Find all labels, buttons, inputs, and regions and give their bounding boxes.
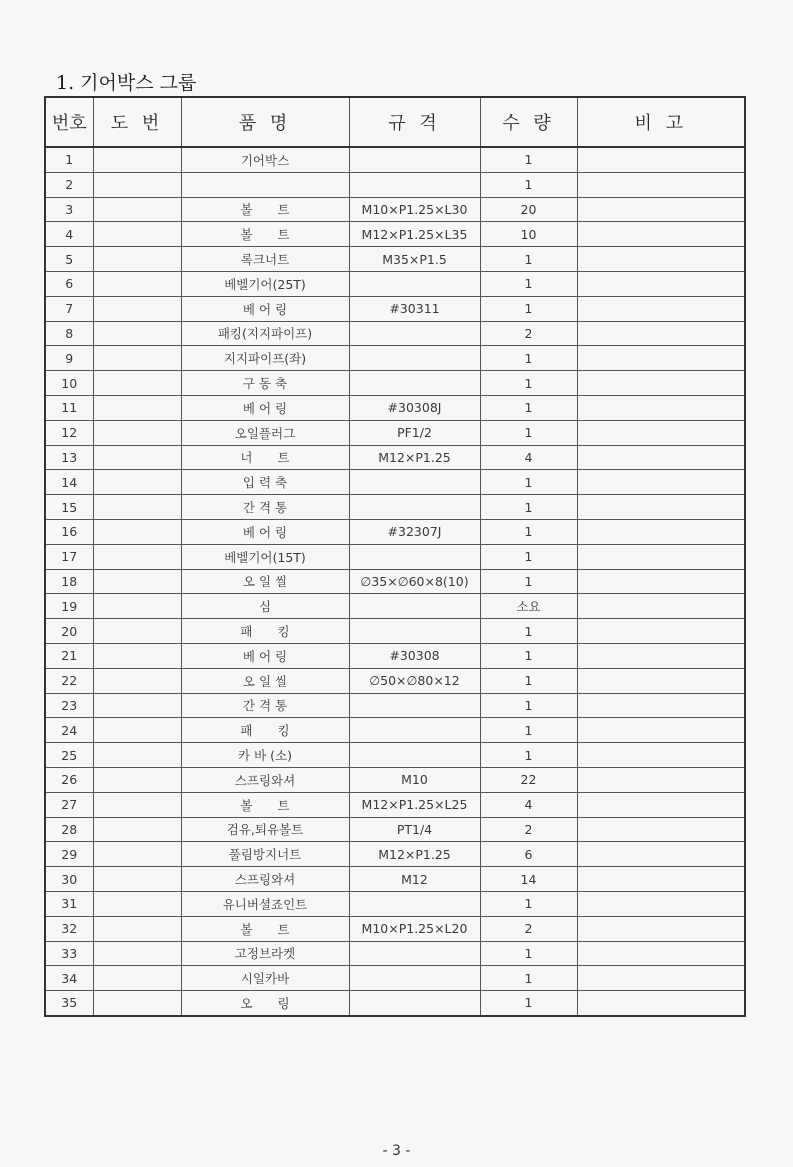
cell-drawing-no bbox=[93, 247, 181, 272]
cell-drawing-no bbox=[93, 544, 181, 569]
cell-spec bbox=[349, 544, 480, 569]
cell-qty: 1 bbox=[480, 941, 577, 966]
cell-qty: 1 bbox=[480, 693, 577, 718]
cell-no: 18 bbox=[45, 569, 93, 594]
cell-drawing-no bbox=[93, 197, 181, 222]
cell-spec bbox=[349, 594, 480, 619]
cell-remarks bbox=[577, 395, 745, 420]
cell-remarks bbox=[577, 743, 745, 768]
table-row bbox=[45, 817, 745, 842]
cell-remarks bbox=[577, 222, 745, 247]
cell-remarks bbox=[577, 941, 745, 966]
cell-spec bbox=[349, 941, 480, 966]
cell-no: 20 bbox=[45, 619, 93, 644]
cell-qty: 22 bbox=[480, 767, 577, 792]
cell-qty: 2 bbox=[480, 817, 577, 842]
cell-remarks bbox=[577, 991, 745, 1016]
cell-spec bbox=[349, 321, 480, 346]
cell-qty: 4 bbox=[480, 792, 577, 817]
cell-drawing-no bbox=[93, 693, 181, 718]
cell-spec: PF1/2 bbox=[349, 420, 480, 445]
cell-no: 34 bbox=[45, 966, 93, 991]
page-title: 1. 기어박스 그룹 bbox=[56, 72, 197, 94]
cell-no: 7 bbox=[45, 296, 93, 321]
cell-part-name: 패킹(지지파이프) bbox=[181, 321, 349, 346]
cell-drawing-no bbox=[93, 817, 181, 842]
table-row bbox=[45, 743, 745, 768]
cell-spec bbox=[349, 966, 480, 991]
cell-part-name: 베 어 링 bbox=[181, 296, 349, 321]
cell-spec bbox=[349, 470, 480, 495]
cell-drawing-no bbox=[93, 296, 181, 321]
cell-no: 30 bbox=[45, 867, 93, 892]
cell-remarks bbox=[577, 470, 745, 495]
cell-qty: 2 bbox=[480, 916, 577, 941]
cell-qty: 1 bbox=[480, 569, 577, 594]
cell-qty: 1 bbox=[480, 643, 577, 668]
cell-no: 25 bbox=[45, 743, 93, 768]
cell-spec bbox=[349, 371, 480, 396]
cell-part-name: 베 어 링 bbox=[181, 395, 349, 420]
cell-spec bbox=[349, 271, 480, 296]
cell-qty: 소요 bbox=[480, 594, 577, 619]
cell-no: 32 bbox=[45, 916, 93, 941]
cell-remarks bbox=[577, 767, 745, 792]
cell-spec: PT1/4 bbox=[349, 817, 480, 842]
cell-remarks bbox=[577, 619, 745, 644]
cell-drawing-no bbox=[93, 842, 181, 867]
cell-no: 3 bbox=[45, 197, 93, 222]
cell-no: 11 bbox=[45, 395, 93, 420]
cell-remarks bbox=[577, 966, 745, 991]
cell-spec: #32307J bbox=[349, 519, 480, 544]
cell-spec bbox=[349, 147, 480, 172]
cell-part-name bbox=[181, 172, 349, 197]
cell-part-name: 패 킹 bbox=[181, 619, 349, 644]
cell-qty: 1 bbox=[480, 271, 577, 296]
cell-part-name: 구 동 축 bbox=[181, 371, 349, 396]
cell-part-name: 스프링와셔 bbox=[181, 867, 349, 892]
cell-qty: 1 bbox=[480, 544, 577, 569]
table-row bbox=[45, 222, 745, 247]
table-row bbox=[45, 197, 745, 222]
cell-drawing-no bbox=[93, 891, 181, 916]
cell-drawing-no bbox=[93, 222, 181, 247]
cell-no: 27 bbox=[45, 792, 93, 817]
table-row bbox=[45, 966, 745, 991]
cell-remarks bbox=[577, 891, 745, 916]
cell-part-name: 오 일 씰 bbox=[181, 668, 349, 693]
table-row bbox=[45, 271, 745, 296]
cell-part-name: 패 킹 bbox=[181, 718, 349, 743]
table-row bbox=[45, 395, 745, 420]
cell-remarks bbox=[577, 247, 745, 272]
cell-spec: #30308J bbox=[349, 395, 480, 420]
cell-drawing-no bbox=[93, 619, 181, 644]
table-row bbox=[45, 296, 745, 321]
cell-spec bbox=[349, 619, 480, 644]
cell-drawing-no bbox=[93, 743, 181, 768]
cell-part-name: 유니버셜죠인트 bbox=[181, 891, 349, 916]
cell-qty: 1 bbox=[480, 668, 577, 693]
cell-remarks bbox=[577, 296, 745, 321]
cell-qty: 1 bbox=[480, 991, 577, 1016]
cell-spec: M12×P1.25 bbox=[349, 445, 480, 470]
cell-part-name: 풀림방지너트 bbox=[181, 842, 349, 867]
cell-spec: ∅50×∅80×12 bbox=[349, 668, 480, 693]
cell-no: 31 bbox=[45, 891, 93, 916]
cell-no: 5 bbox=[45, 247, 93, 272]
cell-part-name: 오일플러그 bbox=[181, 420, 349, 445]
cell-drawing-no bbox=[93, 445, 181, 470]
table-row bbox=[45, 718, 745, 743]
cell-part-name: 검유,퇴유볼트 bbox=[181, 817, 349, 842]
cell-drawing-no bbox=[93, 470, 181, 495]
table-row bbox=[45, 643, 745, 668]
cell-spec bbox=[349, 718, 480, 743]
cell-qty: 1 bbox=[480, 247, 577, 272]
cell-remarks bbox=[577, 792, 745, 817]
table-row bbox=[45, 991, 745, 1016]
cell-remarks bbox=[577, 346, 745, 371]
cell-drawing-no bbox=[93, 792, 181, 817]
cell-no: 28 bbox=[45, 817, 93, 842]
cell-no: 14 bbox=[45, 470, 93, 495]
table-row bbox=[45, 693, 745, 718]
column-header-spec: 규 격 bbox=[349, 97, 480, 147]
cell-remarks bbox=[577, 197, 745, 222]
table-row bbox=[45, 247, 745, 272]
cell-part-name: 베 어 링 bbox=[181, 519, 349, 544]
cell-qty: 1 bbox=[480, 172, 577, 197]
cell-remarks bbox=[577, 594, 745, 619]
cell-remarks bbox=[577, 569, 745, 594]
cell-part-name: 간 격 통 bbox=[181, 693, 349, 718]
table-row bbox=[45, 470, 745, 495]
cell-no: 12 bbox=[45, 420, 93, 445]
cell-no: 4 bbox=[45, 222, 93, 247]
cell-no: 33 bbox=[45, 941, 93, 966]
cell-spec bbox=[349, 991, 480, 1016]
cell-spec: M35×P1.5 bbox=[349, 247, 480, 272]
cell-remarks bbox=[577, 817, 745, 842]
cell-qty: 1 bbox=[480, 296, 577, 321]
cell-part-name: 지지파이프(좌) bbox=[181, 346, 349, 371]
cell-part-name: 베 어 링 bbox=[181, 643, 349, 668]
cell-drawing-no bbox=[93, 941, 181, 966]
cell-part-name: 볼 트 bbox=[181, 792, 349, 817]
cell-remarks bbox=[577, 916, 745, 941]
table-row bbox=[45, 619, 745, 644]
cell-qty: 1 bbox=[480, 519, 577, 544]
cell-part-name: 스프링와셔 bbox=[181, 767, 349, 792]
cell-qty: 1 bbox=[480, 420, 577, 445]
cell-no: 17 bbox=[45, 544, 93, 569]
cell-drawing-no bbox=[93, 346, 181, 371]
cell-spec: #30308 bbox=[349, 643, 480, 668]
cell-spec bbox=[349, 495, 480, 520]
column-header-drawing-no: 도 번 bbox=[93, 97, 181, 147]
cell-spec: M10 bbox=[349, 767, 480, 792]
table-row bbox=[45, 941, 745, 966]
cell-drawing-no bbox=[93, 420, 181, 445]
cell-part-name: 기어박스 bbox=[181, 147, 349, 172]
cell-spec: M12×P1.25×L25 bbox=[349, 792, 480, 817]
cell-remarks bbox=[577, 147, 745, 172]
cell-drawing-no bbox=[93, 147, 181, 172]
table-row bbox=[45, 842, 745, 867]
cell-part-name: 베벨기어(15T) bbox=[181, 544, 349, 569]
cell-qty: 1 bbox=[480, 346, 577, 371]
cell-part-name: 오 링 bbox=[181, 991, 349, 1016]
cell-remarks bbox=[577, 718, 745, 743]
table-row bbox=[45, 544, 745, 569]
parts-table bbox=[44, 96, 746, 1017]
cell-qty: 1 bbox=[480, 966, 577, 991]
cell-qty: 14 bbox=[480, 867, 577, 892]
cell-part-name: 베벨기어(25T) bbox=[181, 271, 349, 296]
table-row bbox=[45, 668, 745, 693]
cell-part-name: 고정브라켓 bbox=[181, 941, 349, 966]
table-row bbox=[45, 346, 745, 371]
table-row bbox=[45, 767, 745, 792]
cell-no: 24 bbox=[45, 718, 93, 743]
cell-qty: 1 bbox=[480, 495, 577, 520]
cell-drawing-no bbox=[93, 395, 181, 420]
cell-spec: #30311 bbox=[349, 296, 480, 321]
table-row bbox=[45, 172, 745, 197]
cell-part-name: 볼 트 bbox=[181, 222, 349, 247]
table-row bbox=[45, 147, 745, 172]
cell-part-name: 심 bbox=[181, 594, 349, 619]
table-row bbox=[45, 792, 745, 817]
cell-qty: 10 bbox=[480, 222, 577, 247]
cell-qty: 4 bbox=[480, 445, 577, 470]
cell-qty: 1 bbox=[480, 891, 577, 916]
cell-no: 10 bbox=[45, 371, 93, 396]
cell-drawing-no bbox=[93, 966, 181, 991]
cell-part-name: 시일카바 bbox=[181, 966, 349, 991]
cell-spec bbox=[349, 891, 480, 916]
table-row bbox=[45, 569, 745, 594]
cell-remarks bbox=[577, 643, 745, 668]
cell-spec bbox=[349, 743, 480, 768]
cell-qty: 2 bbox=[480, 321, 577, 346]
cell-no: 21 bbox=[45, 643, 93, 668]
cell-drawing-no bbox=[93, 668, 181, 693]
cell-qty: 1 bbox=[480, 147, 577, 172]
cell-qty: 1 bbox=[480, 470, 577, 495]
cell-remarks bbox=[577, 495, 745, 520]
column-header-part-name: 품 명 bbox=[181, 97, 349, 147]
cell-remarks bbox=[577, 445, 745, 470]
cell-no: 8 bbox=[45, 321, 93, 346]
cell-part-name: 볼 트 bbox=[181, 916, 349, 941]
cell-no: 9 bbox=[45, 346, 93, 371]
table-row bbox=[45, 867, 745, 892]
cell-remarks bbox=[577, 867, 745, 892]
table-header-row bbox=[45, 97, 745, 147]
cell-no: 6 bbox=[45, 271, 93, 296]
cell-drawing-no bbox=[93, 767, 181, 792]
table-row bbox=[45, 594, 745, 619]
cell-part-name: 록크너트 bbox=[181, 247, 349, 272]
cell-qty: 1 bbox=[480, 371, 577, 396]
cell-drawing-no bbox=[93, 867, 181, 892]
cell-no: 35 bbox=[45, 991, 93, 1016]
cell-remarks bbox=[577, 172, 745, 197]
table-row bbox=[45, 916, 745, 941]
cell-remarks bbox=[577, 668, 745, 693]
cell-no: 19 bbox=[45, 594, 93, 619]
cell-qty: 20 bbox=[480, 197, 577, 222]
cell-drawing-no bbox=[93, 321, 181, 346]
cell-qty: 1 bbox=[480, 395, 577, 420]
cell-spec bbox=[349, 346, 480, 371]
cell-remarks bbox=[577, 371, 745, 396]
cell-spec: M12 bbox=[349, 867, 480, 892]
cell-spec: ∅35×∅60×8(10) bbox=[349, 569, 480, 594]
cell-no: 13 bbox=[45, 445, 93, 470]
cell-spec: M10×P1.25×L30 bbox=[349, 197, 480, 222]
cell-remarks bbox=[577, 693, 745, 718]
cell-drawing-no bbox=[93, 643, 181, 668]
column-header-qty: 수 량 bbox=[480, 97, 577, 147]
cell-no: 22 bbox=[45, 668, 93, 693]
cell-remarks bbox=[577, 544, 745, 569]
cell-remarks bbox=[577, 842, 745, 867]
table-row bbox=[45, 420, 745, 445]
cell-no: 29 bbox=[45, 842, 93, 867]
cell-drawing-no bbox=[93, 569, 181, 594]
cell-spec: M12×P1.25×L35 bbox=[349, 222, 480, 247]
cell-part-name: 너 트 bbox=[181, 445, 349, 470]
cell-part-name: 볼 트 bbox=[181, 197, 349, 222]
page-number: - 3 - bbox=[382, 1143, 411, 1159]
cell-spec bbox=[349, 172, 480, 197]
cell-remarks bbox=[577, 271, 745, 296]
cell-part-name: 오 일 씰 bbox=[181, 569, 349, 594]
cell-part-name: 입 력 축 bbox=[181, 470, 349, 495]
cell-remarks bbox=[577, 420, 745, 445]
column-header-no: 번호 bbox=[45, 97, 93, 147]
cell-spec: M10×P1.25×L20 bbox=[349, 916, 480, 941]
table-row bbox=[45, 891, 745, 916]
cell-qty: 6 bbox=[480, 842, 577, 867]
parts-table-body bbox=[45, 147, 745, 1016]
cell-no: 16 bbox=[45, 519, 93, 544]
cell-drawing-no bbox=[93, 371, 181, 396]
cell-qty: 1 bbox=[480, 743, 577, 768]
cell-drawing-no bbox=[93, 991, 181, 1016]
cell-no: 26 bbox=[45, 767, 93, 792]
cell-drawing-no bbox=[93, 916, 181, 941]
cell-drawing-no bbox=[93, 594, 181, 619]
cell-no: 1 bbox=[45, 147, 93, 172]
column-header-remarks: 비 고 bbox=[577, 97, 745, 147]
cell-qty: 1 bbox=[480, 718, 577, 743]
table-row bbox=[45, 495, 745, 520]
cell-no: 23 bbox=[45, 693, 93, 718]
cell-drawing-no bbox=[93, 172, 181, 197]
table-row bbox=[45, 321, 745, 346]
cell-qty: 1 bbox=[480, 619, 577, 644]
table-row bbox=[45, 371, 745, 396]
cell-part-name: 카 바 (소) bbox=[181, 743, 349, 768]
cell-drawing-no bbox=[93, 495, 181, 520]
cell-drawing-no bbox=[93, 718, 181, 743]
cell-remarks bbox=[577, 519, 745, 544]
cell-part-name: 간 격 통 bbox=[181, 495, 349, 520]
table-row bbox=[45, 445, 745, 470]
cell-no: 2 bbox=[45, 172, 93, 197]
cell-no: 15 bbox=[45, 495, 93, 520]
cell-drawing-no bbox=[93, 271, 181, 296]
table-row bbox=[45, 519, 745, 544]
cell-drawing-no bbox=[93, 519, 181, 544]
cell-remarks bbox=[577, 321, 745, 346]
cell-spec bbox=[349, 693, 480, 718]
cell-spec: M12×P1.25 bbox=[349, 842, 480, 867]
